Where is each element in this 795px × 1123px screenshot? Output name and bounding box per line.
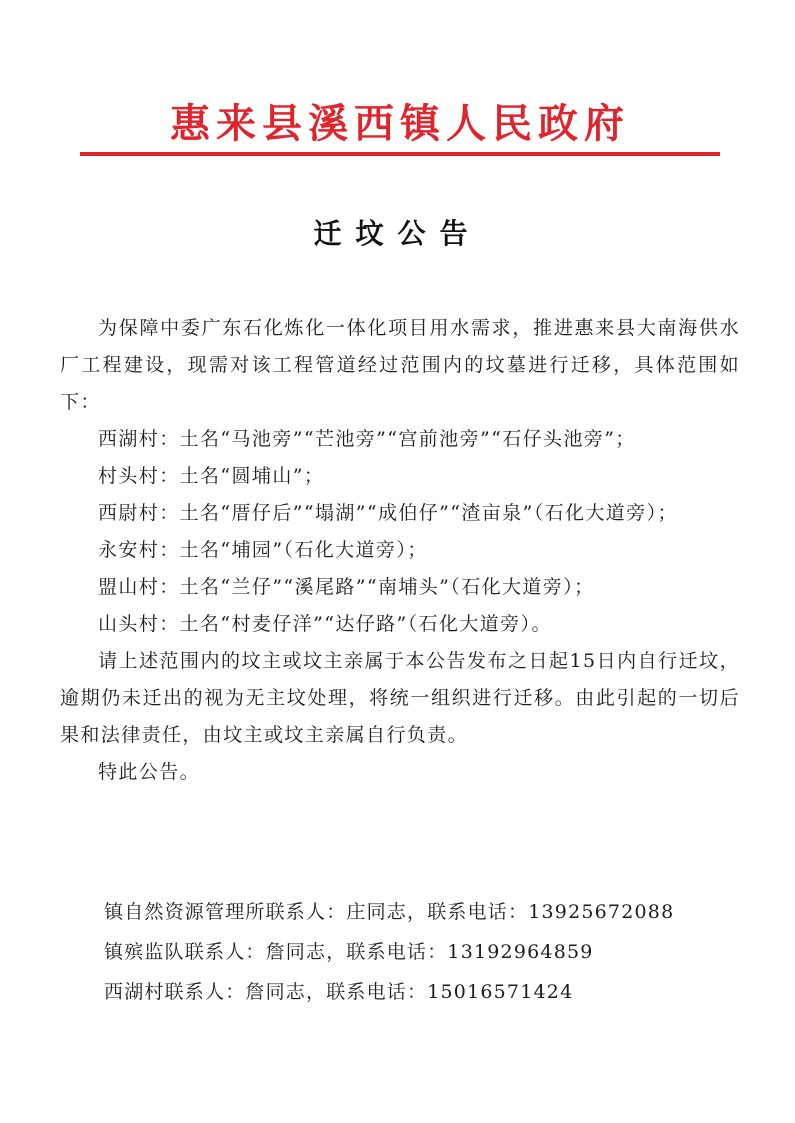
issuing-authority-title: 惠来县溪西镇人民政府 [170,100,630,147]
intro-paragraph: 为保障中委广东石化炼化一体化项目用水需求，推进惠来县大南海供水厂工程建设，现需对该工程管道经过范围内的坟墓进行迁移，具体范围如下： [60,317,740,413]
village-scope-line: 村头村：土名“圆埔山”； [98,465,325,487]
contact-line: 西湖村联系人：詹同志，联系电话：15016571424 [104,981,574,1003]
village-scope-line: 盟山村：土名“兰仔”“溪尾路”“南埔头”（石化大道旁）； [98,576,595,598]
contact-line: 镇殡监队联系人：詹同志，联系电话：13192964859 [104,941,594,963]
contact-line: 镇自然资源管理所联系人：庄同志，联系电话：13925672088 [104,901,675,923]
notice-title: 迁坟公告 [313,217,482,250]
contact-list [104,892,724,1012]
notice-body [60,310,740,791]
red-header-rule [80,152,720,156]
village-scope-line: 永安村：土名“埔园”（石化大道旁）； [98,539,428,561]
village-scope-line: 西尉村：土名“厝仔后”“塌湖”“成伯仔”“渣亩泉”（石化大道旁）； [98,502,678,524]
village-scope-line: 山头村：土名“村麦仔洋”“达仔路”（石化大道旁）。 [98,613,552,635]
notice-paragraph: 请上述范围内的坟主或坟主亲属于本公告发布之日起15日内自行迁坟，逾期仍未迁出的视为无主坟处理，将统一组织进行迁移。由此引起的一切后果和法律责任，由坟主或坟主亲属自行负责。 [60,650,740,746]
village-scope-line: 西湖村：土名“马池旁”“芒池旁”“宫前池旁”“石仔头池旁”； [98,428,636,450]
closing-line: 特此公告。 [98,761,201,783]
